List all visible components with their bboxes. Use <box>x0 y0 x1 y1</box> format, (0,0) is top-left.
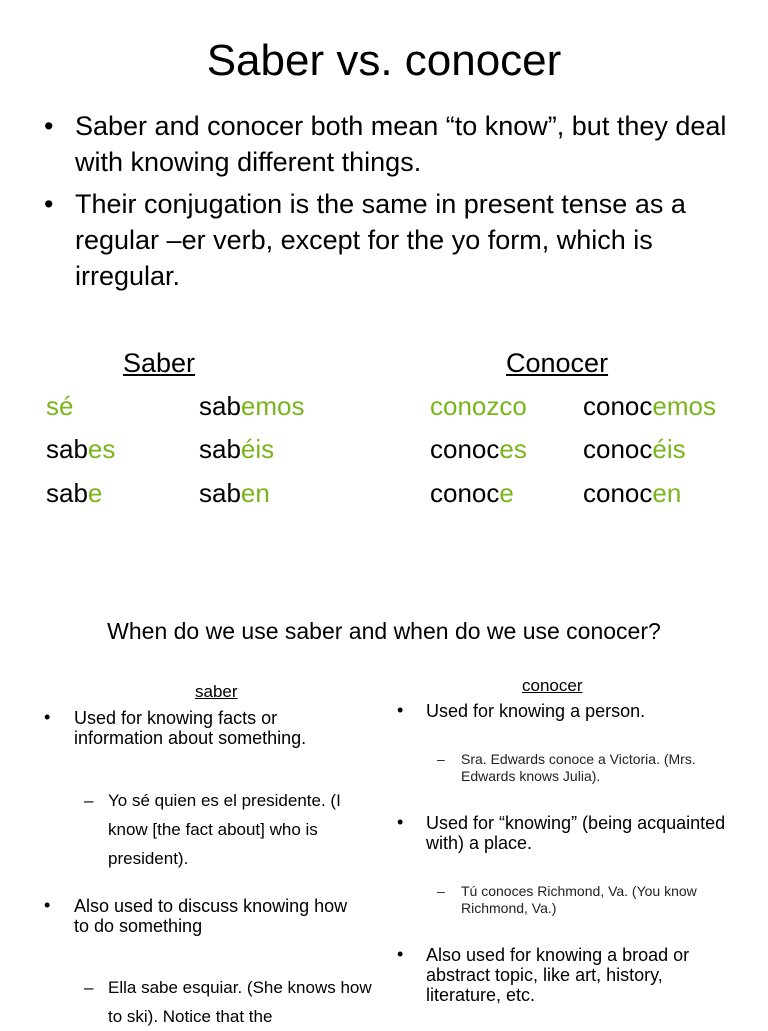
saber-tu-form: sabes <box>46 434 116 464</box>
saber-example-president: – Yo sé quien es el presidente. (I know [the fact about] who is president). <box>84 791 341 868</box>
conocer-bullet-topic: • Also used for knowing a broad or abstract topic, like art, history, literature, etc. <box>397 944 690 1005</box>
saber-heading: Saber <box>123 348 196 378</box>
conocer-example-place: – Tú conoces Richmond, Va. (You know Richmond, Va.) <box>437 883 697 916</box>
bullet-dot: • <box>44 111 54 141</box>
usage-question: When do we use saber and when do we use conocer? <box>107 618 661 644</box>
bullet-text: Their conjugation is the same in present tense as a regular –er verb, except for the yo form, which is irregular. <box>75 189 686 291</box>
bullet-dot: • <box>44 189 54 219</box>
saber-yo-form: sé <box>46 391 74 421</box>
conocer-vosotros-form: conocéis <box>583 434 686 464</box>
bullet-item <box>44 108 754 180</box>
conocer-el-form: conoce <box>430 478 514 508</box>
saber-bullet-facts: • Used for knowing facts or information about something. <box>44 707 307 748</box>
conocer-example-person: – Sra. Edwards conoce a Victoria. (Mrs. Edwards knows Julia). <box>437 751 696 784</box>
conocer-bullet-person: • Used for knowing a person. <box>397 700 646 721</box>
conocer-yo-form: conozco <box>430 391 527 421</box>
saber-vosotros-form: sabéis <box>199 434 275 464</box>
saber-ellos-form: saben <box>199 478 270 508</box>
saber-bullet-how-to: • Also used to discuss knowing how to do something <box>44 895 348 936</box>
conocer-column-heading: conocer <box>522 676 583 695</box>
page-title: Saber vs. conocer <box>206 36 562 85</box>
conocer-bullet-place: • Used for “knowing” (being acquainted with) a place. <box>397 812 726 853</box>
saber-el-form: sabe <box>46 478 103 508</box>
saber-example-ski: – Ella sabe esquiar. (She knows how to ski). Notice that the <box>84 978 372 1026</box>
saber-nosotros-form: sabemos <box>199 391 305 421</box>
conocer-tu-form: conoces <box>430 434 527 464</box>
conocer-heading: Conocer <box>506 348 609 378</box>
saber-column-heading: saber <box>195 682 238 701</box>
conocer-ellos-form: conocen <box>583 478 682 508</box>
bullet-item <box>44 186 754 294</box>
bullet-text: Saber and conocer both mean “to know”, but they deal with knowing different things. <box>75 111 727 177</box>
conocer-nosotros-form: conocemos <box>583 391 716 421</box>
